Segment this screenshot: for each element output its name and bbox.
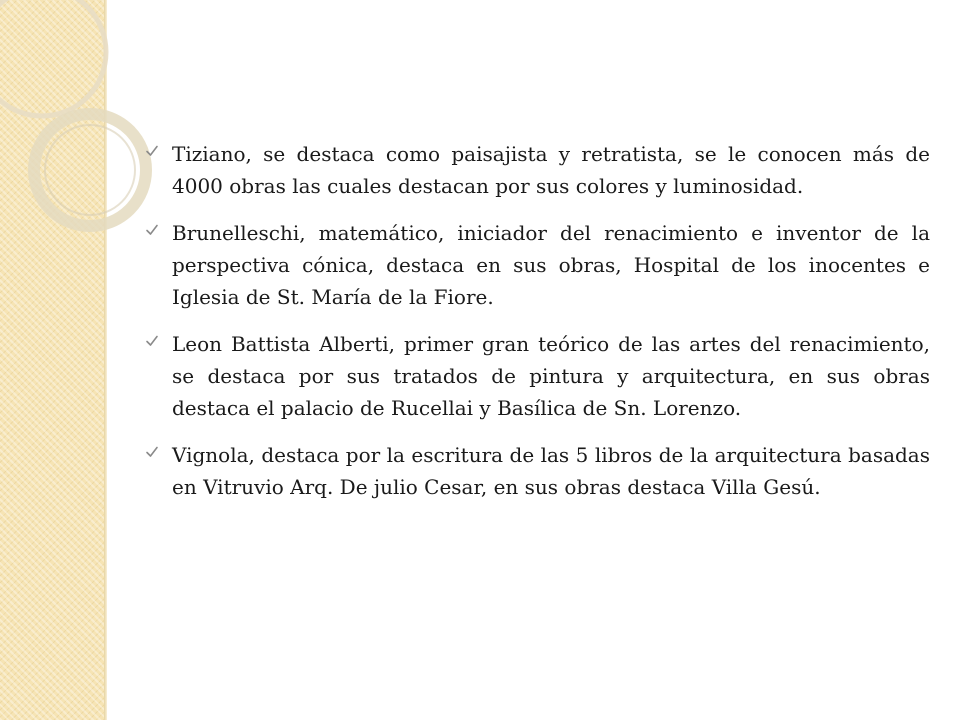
checkmark-icon [145, 144, 159, 158]
checkmark-icon [145, 223, 159, 237]
decorative-rings [0, 0, 140, 320]
bullet-item-alberti [140, 328, 930, 424]
large-ring [0, 0, 106, 116]
bullet-text: Vignola, destaca por la escritura de las 5 libros de la arquitectura basadas en Vitruvio Arq. De julio Cesar, en sus obras destaca Villa Gesú. [172, 443, 930, 499]
small-ring-inner [45, 125, 135, 215]
bullet-item-brunelleschi [140, 217, 930, 313]
small-ring [34, 114, 146, 226]
checkmark-icon [145, 334, 159, 348]
slide-content [140, 138, 930, 518]
bullet-text: Brunelleschi, matemático, iniciador del renacimiento e inventor de la perspectiva cónica, destaca en sus obras, Hospital de los inocentes e Iglesia de St. María de la Fiore. [172, 221, 930, 309]
checkmark-icon [145, 445, 159, 459]
bullet-list [140, 138, 930, 503]
bullet-text: Tiziano, se destaca como paisajista y retratista, se le conocen más de 4000 obras las cuales destacan por sus colores y luminosidad. [172, 142, 930, 198]
bullet-text: Leon Battista Alberti, primer gran teórico de las artes del renacimiento, se destaca por sus tratados de pintura y arquitectura, en sus obras destaca el palacio de Rucellai y Basílica de Sn. Lorenzo. [172, 332, 930, 420]
bullet-item-tiziano [140, 138, 930, 202]
bullet-item-vignola [140, 439, 930, 503]
